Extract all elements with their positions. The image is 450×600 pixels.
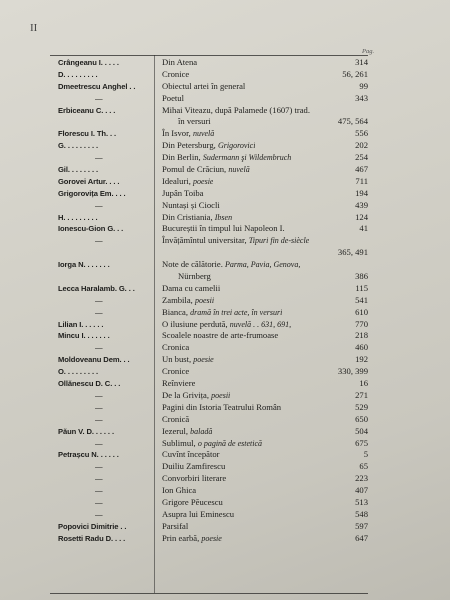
entry-author: G. . . . . . . . . (58, 141, 98, 151)
entry-author: D. . . . . . . . . (58, 69, 98, 79)
entry-author: — (95, 200, 103, 210)
entry-pages: 541 (355, 294, 368, 305)
entry-title-line (162, 295, 214, 307)
entry-title-extra: Ibsen (214, 212, 233, 222)
index-entry (0, 176, 450, 188)
index-entry (0, 116, 450, 128)
entry-title-line (162, 128, 214, 140)
entry-author: — (95, 295, 103, 305)
entry-title-line (162, 235, 309, 247)
index-entry (0, 212, 450, 224)
entry-title-extra: poesii (211, 390, 231, 400)
entry-title: Obiectul artei în general (162, 80, 246, 91)
entry-pages: 194 (355, 187, 368, 198)
entry-pages: 41 (359, 223, 368, 234)
entry-title: Asupra lui Eminescu (162, 508, 235, 519)
index-entry (0, 378, 450, 390)
entry-author: — (95, 509, 103, 519)
entry-title-line (162, 93, 184, 105)
entry-pages: 56, 261 (342, 68, 368, 79)
entry-author: — (95, 414, 103, 424)
entry-title-line (178, 116, 211, 128)
entry-title: Cronică (162, 413, 190, 424)
index-entry (0, 342, 450, 354)
entry-title: Parsifal (162, 520, 189, 531)
index-entry (0, 295, 450, 307)
entry-author: — (95, 343, 103, 353)
index-entry (0, 57, 450, 69)
entry-title-line (162, 473, 226, 485)
entry-title-line (162, 259, 300, 271)
entry-pages: 460 (355, 342, 368, 353)
entry-author: — (95, 438, 103, 448)
index-entry (0, 473, 450, 485)
entry-pages: 5 (363, 449, 368, 460)
entry-title: Învățămîntul universitar, (162, 235, 247, 246)
index-entry (0, 426, 450, 438)
entry-pages: 218 (355, 330, 368, 341)
entry-title-line (162, 140, 255, 152)
entry-title-line (162, 438, 262, 450)
entry-author: Lilian I. . . . . . (58, 319, 104, 329)
entry-title-extra: poesii (194, 295, 215, 305)
entry-pages: 650 (355, 413, 368, 424)
entry-title-extra: poesie (193, 176, 214, 186)
index-entry (0, 223, 450, 235)
index-entry (0, 366, 450, 378)
entry-pages: 65 (359, 461, 368, 472)
index-entry (0, 509, 450, 521)
entry-title-line (162, 200, 220, 212)
index-entry (0, 414, 450, 426)
entry-author: Popovici Dimitrie . . (58, 521, 127, 531)
entry-title: Reînviere (162, 378, 196, 389)
index-entry (0, 461, 450, 473)
entry-author: — (95, 390, 103, 400)
entry-author: Crângeanu I. . . . . (58, 58, 119, 67)
index-entry (0, 152, 450, 164)
entry-author: Moldoveanu Dem. . . (58, 355, 130, 365)
entry-title-line (162, 533, 222, 545)
entry-title: Zambila, (162, 294, 193, 305)
entry-title: Poetul (162, 92, 184, 103)
entry-title: Iezerul, (162, 425, 188, 436)
entry-title-line (162, 509, 234, 521)
entry-author: Dmeetrescu Anghel . . (58, 81, 136, 91)
entry-title-line (162, 366, 189, 378)
entry-title-line (162, 152, 291, 164)
index-entry (0, 128, 450, 140)
entry-title: Cronica (162, 342, 190, 353)
entry-title: De la Grivița, (162, 389, 210, 400)
entry-title-extra: Grigorovici (217, 141, 256, 151)
entry-title-extra: poesie (201, 533, 222, 543)
entry-title-line (162, 223, 285, 235)
entry-title-extra: nuvelă . . 631, 691, (229, 319, 292, 329)
entry-title: Grigore Pĕucescu (162, 496, 223, 507)
entry-title: Un bust, (162, 354, 192, 365)
entry-pages: 407 (355, 485, 368, 496)
index-entry (0, 449, 450, 461)
entry-author: — (95, 307, 103, 317)
entry-pages: 99 (359, 80, 368, 91)
entry-title: Nuntași și Ciocli (162, 199, 220, 210)
entry-pages: 16 (359, 378, 368, 389)
index-entry (0, 390, 450, 402)
entry-author: — (95, 462, 103, 472)
index-entry (0, 235, 450, 247)
entry-author: Grigorovița Em. . . . (58, 188, 126, 198)
entry-author: — (95, 402, 103, 412)
index-entry (0, 140, 450, 152)
entry-author: H. . . . . . . . . (58, 212, 98, 222)
entry-pages: 556 (355, 128, 368, 139)
index-entry (0, 485, 450, 497)
entry-title: Sublimul, (162, 437, 196, 448)
entry-pages: 529 (355, 401, 368, 412)
entry-author: — (95, 93, 103, 103)
entry-title-line (162, 449, 220, 461)
entry-author: Ollănescu D. C. . . (58, 379, 121, 389)
entry-title-line (162, 330, 278, 342)
entry-title-line (162, 105, 310, 117)
entry-title-line (162, 426, 212, 438)
index-entry (0, 402, 450, 414)
entry-author: — (95, 236, 103, 246)
entry-title-line (162, 69, 189, 81)
entry-pages: 475, 564 (337, 116, 368, 127)
entry-title: Scoalele noastre de arte-frumoase (162, 330, 279, 341)
entry-title-line (162, 497, 223, 509)
entry-title-line (162, 307, 282, 319)
index-entry (0, 164, 450, 176)
index-entry (0, 307, 450, 319)
index-entry (0, 188, 450, 200)
entry-author: — (95, 497, 103, 507)
entry-pages: 124 (355, 211, 368, 222)
index-entry (0, 93, 450, 105)
index-entries (0, 57, 450, 545)
bottom-rule (50, 593, 368, 594)
entry-title: în versuri (178, 116, 211, 127)
entry-pages: 202 (355, 140, 368, 151)
entry-title: În Isvor, (162, 128, 191, 139)
index-entry (0, 330, 450, 342)
entry-author: — (95, 486, 103, 496)
entry-author: Rosetti Radu D. . . . (58, 533, 126, 543)
entry-author: Iorga N. . . . . . . (58, 260, 110, 270)
entry-title-line (162, 461, 225, 473)
entry-title: Convorbiri literare (162, 473, 227, 484)
entry-title-extra: Parma, Pavia, Genova, (225, 260, 301, 270)
entry-pages: 504 (355, 425, 368, 436)
entry-title: Cronice (162, 68, 190, 79)
entry-pages: 192 (355, 354, 368, 365)
entry-pages: 343 (355, 92, 368, 103)
entry-author: Erbiceanu C. . . . (58, 105, 116, 115)
entry-title: Duiliu Zamfirescu (162, 461, 226, 472)
index-entry (0, 354, 450, 366)
entry-title: O ilusiune perdută, (162, 318, 228, 329)
entry-title-line (162, 176, 213, 188)
entry-title-line (162, 81, 245, 93)
pages-column-header: Pag. (362, 48, 375, 55)
entry-title-extra: baladă (190, 426, 213, 436)
entry-title: Idealuri, (162, 175, 191, 186)
entry-title-extra: o pagină de estetică (197, 438, 263, 448)
entry-pages: 610 (355, 306, 368, 317)
entry-title-extra: nuvelă (228, 165, 250, 175)
entry-title-line (162, 354, 214, 366)
entry-author: Gorovei Artur. . . . (58, 176, 120, 186)
entry-pages: 386 (355, 271, 368, 282)
entry-pages: 467 (355, 164, 368, 175)
entry-title: Ion Ghica (162, 485, 197, 496)
entry-pages: 365, 491 (337, 247, 368, 258)
entry-author: Petrașcu N. . . . . . (58, 450, 119, 460)
entry-pages: 513 (355, 496, 368, 507)
index-entry (0, 438, 450, 450)
entry-pages: 548 (355, 508, 368, 519)
entry-title: Cuvînt începător (162, 449, 220, 460)
entry-title-line (162, 319, 291, 331)
entry-pages: 711 (355, 175, 368, 186)
entry-pages: 115 (355, 282, 368, 293)
index-entry (0, 271, 450, 283)
entry-title: Din Berlin, (162, 152, 201, 163)
page-number: II (30, 22, 38, 34)
entry-title: Jupân Toiba (162, 187, 204, 198)
entry-title-line (162, 378, 195, 390)
entry-pages: 330, 399 (337, 366, 368, 377)
index-entry (0, 81, 450, 93)
entry-pages: 439 (355, 199, 368, 210)
entry-title-line (162, 283, 220, 295)
index-entry (0, 533, 450, 545)
entry-title: Nürnberg (178, 271, 211, 282)
entry-title-line (162, 485, 196, 497)
entry-title-extra: poesie (193, 355, 214, 365)
entry-title-line (162, 57, 197, 69)
entry-pages: 770 (355, 318, 368, 329)
index-entry (0, 247, 450, 259)
entry-title-line (162, 212, 232, 224)
entry-title-line (162, 402, 281, 414)
index-entry (0, 259, 450, 271)
entry-title-line (162, 390, 230, 402)
entry-author: — (95, 474, 103, 484)
entry-author: Florescu I. Th. . . (58, 129, 117, 139)
entry-title-line (162, 164, 250, 176)
entry-pages: 597 (355, 520, 368, 531)
entry-title-line (162, 188, 204, 200)
entry-title: Din Cristiania, (162, 211, 213, 222)
entry-pages: 314 (355, 57, 368, 67)
index-entry (0, 105, 450, 117)
index-entry (0, 283, 450, 295)
entry-title-extra: Sudermann şi Wildembruch (202, 153, 292, 163)
entry-title: Cronice (162, 366, 190, 377)
entry-title-line (162, 414, 189, 426)
entry-title: Din Atena (162, 57, 198, 67)
entry-title: Mihai Viteazu, după Palamede (1607) trad. (162, 104, 310, 115)
entry-author: — (95, 153, 103, 163)
entry-author: Ionescu-Gion G. . . (58, 224, 124, 234)
entry-author: Păun V. D. . . . . . (58, 426, 114, 436)
index-entry (0, 319, 450, 331)
entry-author: Lecca Haralamb. G. . . (58, 283, 135, 293)
index-entry (0, 69, 450, 81)
entry-pages: 223 (355, 473, 368, 484)
entry-author: Gil. . . . . . . . (58, 165, 98, 175)
entry-title: Bianca, (162, 306, 189, 317)
entry-pages: 647 (355, 532, 368, 543)
entry-pages: 254 (355, 152, 368, 163)
index-entry (0, 200, 450, 212)
entry-title-line (162, 342, 189, 354)
entry-pages: 271 (355, 389, 368, 400)
entry-title: Dama cu camelii (162, 282, 221, 293)
entry-title-extra: Tipuri fin de-siècle (248, 236, 310, 246)
entry-title: Note de călătorie. (162, 259, 223, 270)
entry-title: Din Petersburg, (162, 140, 216, 151)
entry-title: Prin earbă, (162, 532, 200, 543)
entry-title: Pomul de Crăciun, (162, 164, 227, 175)
entry-author: Mincu I. . . . . . . (58, 331, 110, 341)
top-rule (50, 55, 368, 56)
entry-title-extra: dramă în trei acte, în versuri (190, 307, 283, 317)
index-entry (0, 497, 450, 509)
entry-title-line (178, 271, 211, 283)
entry-title: Bucureștii în timpul lui Napoleon I. (162, 223, 285, 234)
index-entry (0, 521, 450, 533)
entry-title-line (162, 521, 188, 533)
entry-author: O. . . . . . . . . (58, 367, 98, 377)
entry-title-extra: nuvelă (192, 129, 215, 139)
entry-pages: 675 (355, 437, 368, 448)
entry-title: Pagini din Istoria Teatrului Român (162, 401, 282, 412)
